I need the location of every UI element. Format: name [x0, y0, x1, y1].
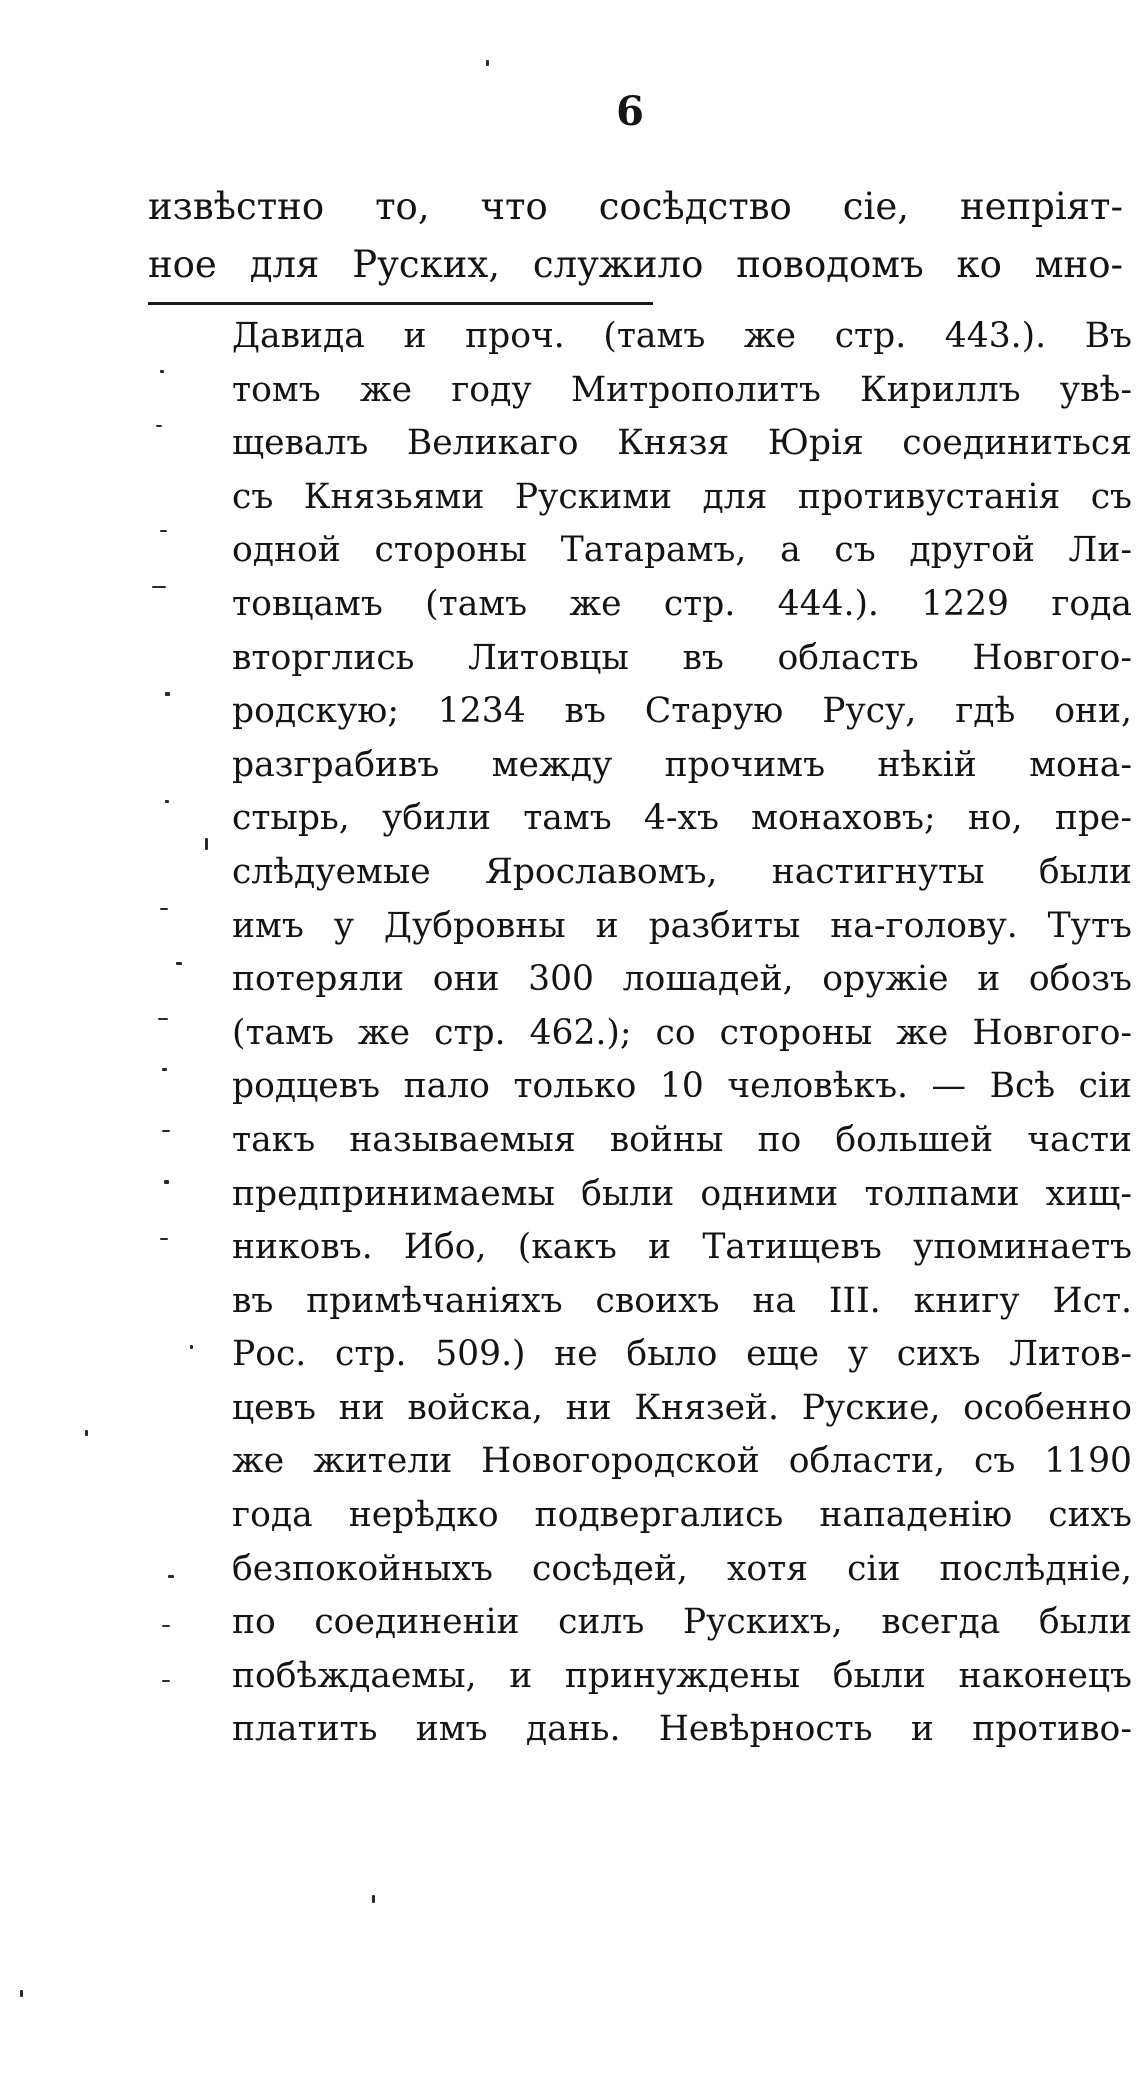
- footnote-line: вторглись Литовцы въ область Новгого-: [232, 637, 1132, 678]
- main-text-line: извѣстно то, что сосѣдство сіе, непріят-: [148, 185, 1123, 228]
- footnote-line: слѣдуемые Ярославомъ, настигнуты были: [232, 851, 1132, 892]
- footnote-line: въ примѣчаніяхъ своихъ на III. книгу Ист.: [232, 1280, 1132, 1321]
- footnote-line: никовъ. Ибо, (какъ и Татищевъ упоминаетъ: [232, 1227, 1132, 1268]
- scan-speck: [162, 1625, 170, 1627]
- footnote-line: Рос. стр. 509.) не было еще у сихъ Литов-: [232, 1334, 1132, 1375]
- scan-speck: [486, 60, 489, 66]
- main-text-line: ное для Руских, служило поводомъ ко мно-: [148, 243, 1123, 286]
- footnote-line: года нерѣдко подвергались нападенію сихъ: [232, 1495, 1132, 1536]
- footnote-line: Давида и проч. (тамъ же стр. 443.). Въ: [232, 316, 1132, 356]
- scan-speck: [164, 1180, 169, 1184]
- main-text-block: [148, 178, 1123, 294]
- scan-speck: [205, 838, 208, 850]
- footnote-line: одной стороны Татарамъ, а съ другой Ли-: [232, 530, 1132, 571]
- scan-speck: [160, 908, 168, 910]
- page-number: 6: [616, 88, 644, 135]
- scan-speck: [152, 586, 166, 588]
- footnote-separator-rule: [148, 302, 653, 305]
- scan-speck: [162, 1068, 167, 1071]
- scan-speck: [176, 962, 182, 965]
- footnote-line: по соединеніи силъ Рускихъ, всегда были: [232, 1602, 1132, 1643]
- footnote-line: родскую; 1234 въ Старую Русу, гдѣ они,: [232, 691, 1132, 732]
- footnote-block: [232, 310, 1132, 1757]
- footnote-line: товцамъ (тамъ же стр. 444.). 1229 года: [232, 583, 1132, 624]
- scan-speck: [372, 1895, 375, 1903]
- footnote-line: стырь, убили тамъ 4-хъ монаховъ; но, пре-: [232, 798, 1132, 839]
- footnote-line: родцевъ пало только 10 человѣкъ. — Всѣ сіи: [232, 1066, 1132, 1107]
- footnote-line: же жители Новогородской области, съ 1190: [232, 1441, 1132, 1482]
- scan-speck: [85, 1430, 88, 1436]
- footnote-line: безпокойныхъ сосѣдей, хотя сіи послѣдніе,: [232, 1548, 1132, 1589]
- scan-speck: [158, 1018, 168, 1020]
- scan-speck: [20, 1990, 23, 1997]
- footnote-line: платить имъ дань. Невѣрность и противо-: [232, 1709, 1132, 1750]
- scan-speck: [160, 530, 167, 532]
- footnote-line: предпринимаемы были одними толпами хищ-: [232, 1173, 1132, 1214]
- footnote-line: (тамъ же стр. 462.); со стороны же Новгого-: [232, 1012, 1132, 1053]
- scan-speck: [168, 1575, 174, 1578]
- footnote-line: разграбивъ между прочимъ нѣкій мона-: [232, 744, 1132, 785]
- footnote-line: такъ называемыя войны по большей части: [232, 1119, 1132, 1160]
- scan-speck: [165, 692, 170, 696]
- scan-speck: [165, 800, 169, 803]
- scan-speck: [162, 1680, 170, 1682]
- footnote-line: съ Князьями Рускими для противустанія съ: [232, 476, 1132, 517]
- scan-speck: [160, 1238, 168, 1240]
- footnote-line: потеряли они 300 лошадей, оружіе и обозъ: [232, 959, 1132, 1000]
- footnote-line: щевалъ Великаго Князя Юрія соединиться: [232, 423, 1132, 464]
- scan-speck: [156, 425, 162, 427]
- footnote-line: побѣждаемы, и принуждены были наконецъ: [232, 1655, 1132, 1696]
- footnote-line: томъ же году Митрополитъ Кириллъ увѣ-: [232, 369, 1132, 410]
- scan-speck: [162, 1130, 170, 1132]
- scan-speck: [190, 1345, 193, 1349]
- footnote-line: цевъ ни войска, ни Князей. Руские, особенно: [232, 1387, 1132, 1428]
- footnote-line: имъ у Дубровны и разбиты на-голову. Тутъ: [232, 905, 1132, 946]
- scan-speck: [160, 370, 164, 373]
